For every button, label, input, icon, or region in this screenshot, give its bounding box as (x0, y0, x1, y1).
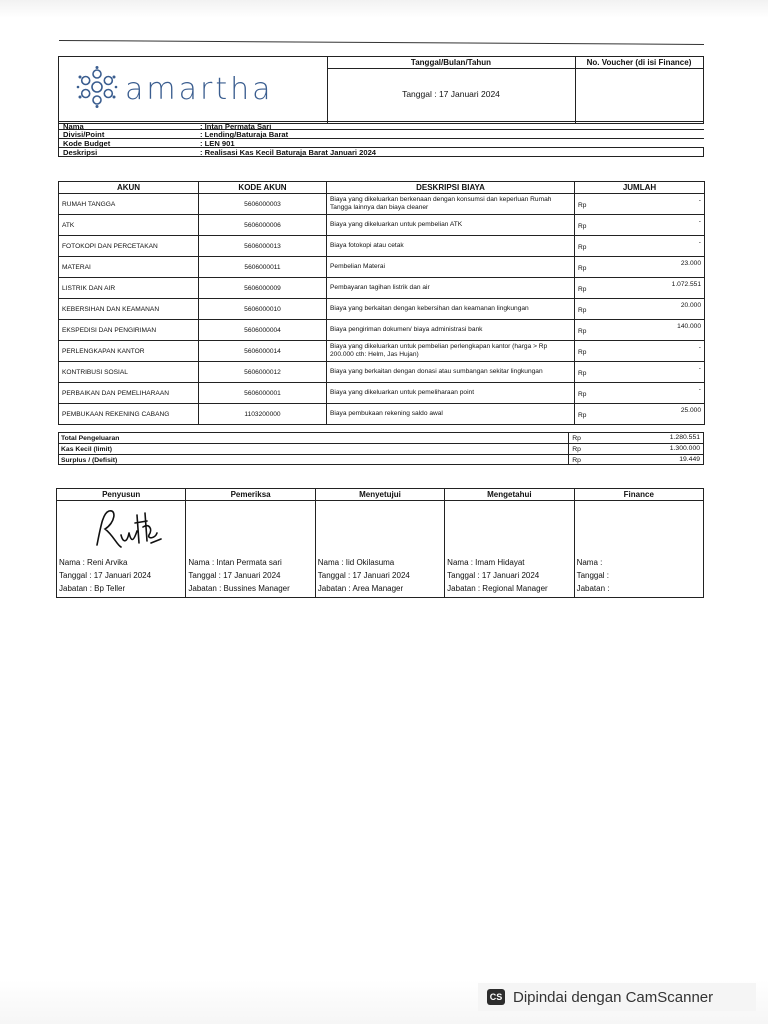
info-value: : LEN 901 (198, 139, 704, 148)
currency-label: Rp (578, 411, 587, 419)
info-row (58, 121, 704, 130)
description-cell: Biaya yang dikeluarkan untuk pembelian ATK (327, 215, 575, 236)
table-row (59, 404, 705, 425)
currency-label: Rp (578, 348, 587, 356)
total-currency: Rp (568, 444, 621, 454)
amount-cell (575, 320, 705, 341)
akun-cell: FOTOKOPI DAN PERCETAKAN (59, 236, 199, 257)
expense-table (58, 181, 705, 425)
info-row (58, 148, 704, 157)
total-label: Total Pengeluaran (58, 433, 568, 443)
akun-cell: ATK (59, 215, 199, 236)
kode-akun-cell: 5606000006 (199, 215, 327, 236)
info-row (58, 139, 704, 148)
table-row (59, 341, 705, 362)
description-cell: Biaya pengiriman dokumen/ biaya administrasi bank (327, 320, 575, 341)
signature-role: Mengetahui (445, 489, 574, 501)
total-row (58, 432, 704, 443)
kode-akun-cell: 5606000012 (199, 362, 327, 383)
amount-cell (575, 194, 705, 215)
date-cell (327, 57, 576, 123)
signer-name: Nama : Iid Okilasuma (317, 558, 395, 567)
description-cell: Biaya yang dikeluarkan untuk pemeliharaan point (327, 383, 575, 404)
description-cell: Biaya yang dikeluarkan berkenaan dengan konsumsi dan keperluan Rumah Tangga lainnya dan biaya cleaner (327, 194, 575, 215)
amount-cell (575, 341, 705, 362)
signer-date: Tanggal : 17 Januari 2024 (59, 571, 152, 580)
description-cell: Biaya fotokopi atau cetak (327, 236, 575, 257)
amount-cell (575, 404, 705, 425)
signer-position: Jabatan : Bussines Manager (188, 584, 290, 593)
amount-cell (575, 278, 705, 299)
akun-cell: PERBAIKAN DAN PEMELIHARAAN (59, 383, 199, 404)
signer-date: Tanggal : 17 Januari 2024 (188, 571, 281, 580)
amount-cell (575, 257, 705, 278)
currency-label: Rp (578, 306, 587, 314)
totals-block (58, 432, 704, 465)
amount-value: - (698, 386, 701, 393)
akun-cell: PERLENGKAPAN KANTOR (59, 341, 199, 362)
logo-cell (59, 57, 328, 123)
signer-date: Tanggal : (576, 571, 610, 580)
table-row (59, 383, 705, 404)
info-label: Nama (58, 121, 198, 130)
date-header: Tanggal/Bulan/Tahun (327, 57, 575, 69)
signer-name: Nama : (576, 558, 603, 567)
currency-label: Rp (578, 390, 587, 398)
document-header (58, 56, 704, 124)
signer-position: Jabatan : Regional Manager (447, 584, 548, 593)
signer-position: Jabatan : Area Manager (317, 584, 404, 593)
signature-row (57, 501, 704, 598)
description-cell: Biaya yang dikeluarkan untuk pembelian perlengkapan kantor (harga > Rp 200.000 cth: Helm, Jas Hujan) (327, 341, 575, 362)
signer-name: Nama : Imam Hidayat (447, 558, 525, 567)
info-value: : Lending/Baturaja Barat (198, 130, 704, 139)
akun-cell: KONTRIBUSI SOSIAL (59, 362, 199, 383)
signature-cell (574, 501, 703, 598)
column-header: JUMLAH (575, 182, 705, 194)
akun-cell: PEMBUKAAN REKENING CABANG (59, 404, 199, 425)
total-currency: Rp (568, 455, 621, 464)
amount-value: 140.000 (677, 323, 701, 330)
signature-role: Pemeriksa (186, 489, 315, 501)
amount-value: - (698, 239, 701, 246)
amount-value: 1.072.551 (671, 281, 701, 288)
signature-cell (186, 501, 315, 598)
info-value: : Realisasi Kas Kecil Baturaja Barat Januari 2024 (198, 148, 704, 157)
amount-value: 25.000 (680, 407, 701, 414)
info-block (58, 121, 704, 157)
amount-value: - (698, 344, 701, 351)
column-header: AKUN (59, 182, 199, 194)
total-amount: 1.300.000 (621, 444, 704, 454)
info-label: Deskripsi (58, 148, 198, 157)
voucher-cell (575, 57, 703, 123)
total-currency: Rp (568, 433, 621, 443)
kode-akun-cell: 5606000013 (199, 236, 327, 257)
amount-cell (575, 215, 705, 236)
currency-label: Rp (578, 264, 587, 272)
akun-cell: EKSPEDISI DAN PENGIRIMAN (59, 320, 199, 341)
amount-value: - (698, 218, 701, 225)
akun-cell: KEBERSIHAN DAN KEAMANAN (59, 299, 199, 320)
camscanner-watermark (478, 983, 756, 1011)
amount-cell (575, 236, 705, 257)
table-row (59, 362, 705, 383)
table-header-row (59, 182, 705, 194)
info-value: : Intan Permata Sari (198, 121, 704, 130)
total-row (58, 454, 704, 465)
description-cell: Biaya yang berkaitan dengan kebersihan dan keamanan lingkungan (327, 299, 575, 320)
kode-akun-cell: 5606000004 (199, 320, 327, 341)
handwritten-signature-icon (87, 505, 167, 553)
signer-position: Jabatan : Bp Teller (59, 584, 126, 593)
info-label: Divisi/Point (58, 130, 198, 139)
column-header: KODE AKUN (199, 182, 327, 194)
signature-table (56, 488, 704, 598)
amount-cell (575, 362, 705, 383)
signer-name: Nama : Reni Arvika (59, 558, 128, 567)
kode-akun-cell: 5606000014 (199, 341, 327, 362)
amount-value: 23.000 (680, 260, 701, 267)
signer-name: Nama : Intan Permata sari (188, 558, 282, 567)
signature-role: Menyetujui (315, 489, 444, 501)
signature-role: Finance (574, 489, 703, 501)
kode-akun-cell: 5606000003 (199, 194, 327, 215)
table-row (59, 194, 705, 215)
total-amount: 1.280.551 (621, 433, 704, 443)
table-row (59, 257, 705, 278)
camscanner-text: Dipindai dengan CamScanner (513, 988, 714, 1006)
table-row (59, 299, 705, 320)
logo-wordmark: amartha (125, 72, 274, 107)
signer-date: Tanggal : 17 Januari 2024 (447, 571, 540, 580)
kode-akun-cell: 1103200000 (199, 404, 327, 425)
signature-cell (315, 501, 444, 598)
amount-value: - (698, 365, 701, 372)
currency-label: Rp (578, 222, 587, 230)
amount-cell (575, 383, 705, 404)
kode-akun-cell: 5606000001 (199, 383, 327, 404)
info-label: Kode Budget (58, 139, 198, 148)
description-cell: Biaya yang berkaitan dengan donasi atau sumbangan sekitar lingkungan (327, 362, 575, 383)
table-row (59, 320, 705, 341)
currency-label: Rp (578, 369, 587, 377)
description-cell: Pembelian Materai (327, 257, 575, 278)
description-cell: Biaya pembukaan rekening saldo awal (327, 404, 575, 425)
table-row (59, 215, 705, 236)
amount-value: - (698, 197, 701, 204)
signature-cell (445, 501, 574, 598)
table-row (59, 236, 705, 257)
total-amount: 19.449 (621, 455, 704, 464)
akun-cell: LISTRIK DAN AIR (59, 278, 199, 299)
date-value: Tanggal : 17 Januari 2024 (402, 89, 500, 99)
kode-akun-cell: 5606000010 (199, 299, 327, 320)
amount-cell (575, 299, 705, 320)
expense-body (59, 194, 705, 425)
signer-position: Jabatan : (576, 584, 610, 593)
total-row (58, 443, 704, 454)
signature-header-row (57, 489, 704, 501)
kode-akun-cell: 5606000009 (199, 278, 327, 299)
signature-role: Penyusun (57, 489, 186, 501)
voucher-header: No. Voucher (di isi Finance) (575, 57, 703, 69)
description-cell: Pembayaran tagihan listrik dan air (327, 278, 575, 299)
camscanner-logo-icon: CS (487, 989, 505, 1005)
currency-label: Rp (578, 327, 587, 335)
amartha-logo-icon (75, 65, 119, 109)
total-label: Surplus / (Defisit) (58, 455, 568, 464)
column-header: DESKRIPSI BIAYA (327, 182, 575, 194)
signature-cell (57, 501, 186, 598)
akun-cell: RUMAH TANGGA (59, 194, 199, 215)
currency-label: Rp (578, 285, 587, 293)
info-row (58, 130, 704, 139)
currency-label: Rp (578, 243, 587, 251)
signer-date: Tanggal : 17 Januari 2024 (317, 571, 410, 580)
amount-value: 20.000 (680, 302, 701, 309)
currency-label: Rp (578, 201, 587, 209)
akun-cell: MATERAI (59, 257, 199, 278)
table-row (59, 278, 705, 299)
kode-akun-cell: 5606000011 (199, 257, 327, 278)
total-label: Kas Kecil (limit) (58, 444, 568, 454)
